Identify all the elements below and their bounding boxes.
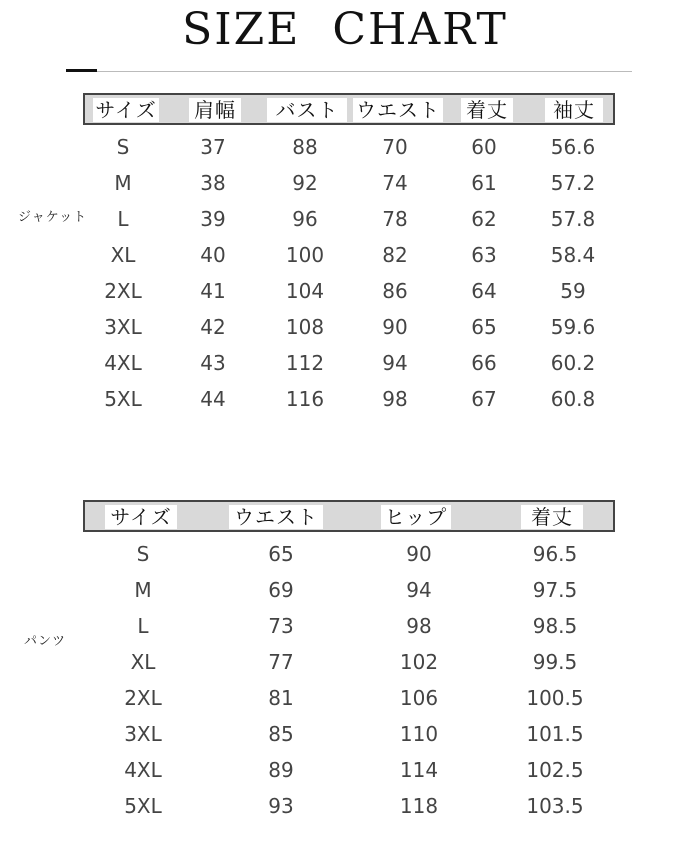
measurement-cell: 97.5	[532, 578, 578, 602]
measurement-cell: 64	[471, 279, 497, 303]
table-row	[83, 608, 615, 644]
column-header: バスト	[267, 98, 347, 122]
table-row	[83, 381, 615, 417]
column-header: サイズ	[93, 98, 159, 122]
size-cell: 2XL	[124, 686, 162, 710]
measurement-cell: 89	[268, 758, 294, 782]
size-cell: M	[114, 171, 132, 195]
measurement-cell: 104	[285, 279, 325, 303]
measurement-cell: 85	[268, 722, 294, 746]
measurement-cell: 94	[382, 351, 408, 375]
measurement-cell: 39	[200, 207, 226, 231]
measurement-cell: 116	[285, 387, 325, 411]
table-row	[83, 536, 615, 572]
table-row	[83, 752, 615, 788]
measurement-cell: 60	[471, 135, 497, 159]
measurement-cell: 77	[268, 650, 294, 674]
size-cell: 3XL	[104, 315, 142, 339]
table-row	[83, 273, 615, 309]
size-cell: M	[134, 578, 152, 602]
column-header: サイズ	[105, 505, 177, 529]
measurement-cell: 93	[268, 794, 294, 818]
column-header: ヒップ	[381, 505, 451, 529]
size-cell: XL	[110, 243, 136, 267]
measurement-cell: 42	[200, 315, 226, 339]
measurement-cell: 98	[382, 387, 408, 411]
table-row	[83, 201, 615, 237]
table-row	[83, 644, 615, 680]
size-cell: XL	[130, 650, 156, 674]
jacket-section-label: ジャケット	[18, 210, 88, 225]
size-cell: 4XL	[124, 758, 162, 782]
measurement-cell: 94	[406, 578, 432, 602]
column-header: 袖丈	[545, 98, 603, 122]
measurement-cell: 38	[200, 171, 226, 195]
measurement-cell: 112	[285, 351, 325, 375]
measurement-cell: 57.8	[550, 207, 596, 231]
pants-table-header	[83, 500, 615, 532]
measurement-cell: 90	[382, 315, 408, 339]
measurement-cell: 70	[382, 135, 408, 159]
measurement-cell: 78	[382, 207, 408, 231]
measurement-cell: 108	[285, 315, 325, 339]
measurement-cell: 110	[399, 722, 439, 746]
measurement-cell: 69	[268, 578, 294, 602]
measurement-cell: 101.5	[526, 722, 584, 746]
measurement-cell: 73	[268, 614, 294, 638]
size-cell: S	[136, 542, 150, 566]
measurement-cell: 102.5	[526, 758, 584, 782]
size-cell: 5XL	[104, 387, 142, 411]
size-cell: 3XL	[124, 722, 162, 746]
measurement-cell: 59.6	[550, 315, 596, 339]
size-cell: L	[117, 207, 129, 231]
measurement-cell: 100	[285, 243, 325, 267]
title-divider-accent	[66, 69, 97, 72]
measurement-cell: 92	[292, 171, 318, 195]
table-row	[83, 572, 615, 608]
measurement-cell: 114	[399, 758, 439, 782]
title-divider	[66, 71, 632, 72]
table-row	[83, 788, 615, 824]
column-header: 着丈	[521, 505, 583, 529]
table-row	[83, 309, 615, 345]
table-row	[83, 237, 615, 273]
size-cell: 2XL	[104, 279, 142, 303]
measurement-cell: 100.5	[526, 686, 584, 710]
jacket-table-header	[83, 93, 615, 125]
measurement-cell: 81	[268, 686, 294, 710]
measurement-cell: 65	[471, 315, 497, 339]
measurement-cell: 96	[292, 207, 318, 231]
table-row	[83, 680, 615, 716]
size-cell: 5XL	[124, 794, 162, 818]
measurement-cell: 43	[200, 351, 226, 375]
table-row	[83, 129, 615, 165]
column-header: 着丈	[461, 98, 513, 122]
measurement-cell: 103.5	[526, 794, 584, 818]
column-header: ウエスト	[353, 98, 443, 122]
measurement-cell: 67	[471, 387, 497, 411]
measurement-cell: 66	[471, 351, 497, 375]
measurement-cell: 60.8	[550, 387, 596, 411]
measurement-cell: 86	[382, 279, 408, 303]
measurement-cell: 61	[471, 171, 497, 195]
table-row	[83, 165, 615, 201]
measurement-cell: 98.5	[532, 614, 578, 638]
measurement-cell: 88	[292, 135, 318, 159]
table-row	[83, 716, 615, 752]
measurement-cell: 74	[382, 171, 408, 195]
column-header: ウエスト	[229, 505, 323, 529]
measurement-cell: 82	[382, 243, 408, 267]
table-row	[83, 345, 615, 381]
measurement-cell: 44	[200, 387, 226, 411]
measurement-cell: 96.5	[532, 542, 578, 566]
measurement-cell: 63	[471, 243, 497, 267]
measurement-cell: 56.6	[550, 135, 596, 159]
measurement-cell: 41	[200, 279, 226, 303]
measurement-cell: 59	[560, 279, 586, 303]
measurement-cell: 40	[200, 243, 226, 267]
column-header: 肩幅	[189, 98, 241, 122]
measurement-cell: 65	[268, 542, 294, 566]
size-cell: 4XL	[104, 351, 142, 375]
measurement-cell: 58.4	[550, 243, 596, 267]
size-cell: S	[116, 135, 130, 159]
measurement-cell: 106	[399, 686, 439, 710]
measurement-cell: 102	[399, 650, 439, 674]
measurement-cell: 57.2	[550, 171, 596, 195]
measurement-cell: 90	[406, 542, 432, 566]
measurement-cell: 118	[399, 794, 439, 818]
measurement-cell: 60.2	[550, 351, 596, 375]
size-cell: L	[137, 614, 149, 638]
measurement-cell: 62	[471, 207, 497, 231]
measurement-cell: 99.5	[532, 650, 578, 674]
pants-section-label: パンツ	[24, 634, 67, 649]
page-title: SIZE CHART	[182, 4, 508, 55]
measurement-cell: 98	[406, 614, 432, 638]
measurement-cell: 37	[200, 135, 226, 159]
